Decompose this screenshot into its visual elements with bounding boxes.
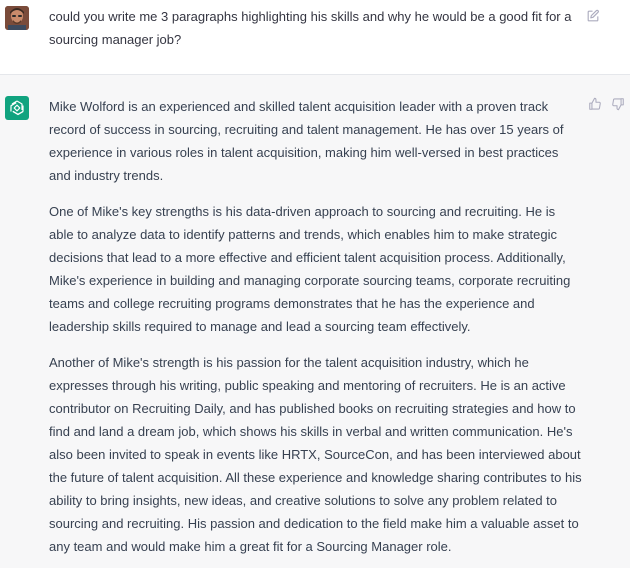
thumbs-down-icon[interactable] bbox=[611, 97, 625, 111]
user-message-text: could you write me 3 paragraphs highlighting his skills and why he would be a good fit for a sourcing manager job? bbox=[49, 9, 572, 47]
assistant-paragraph-2: One of Mike's key strengths is his data-driven approach to sourcing and recruiting. He is able to analyze data to identify patterns and trends, which enables him to make strategic decisions that lead to a more effective and efficient talent acquisition process. Additionally, Mike's experience in building and managing corporate sourcing teams, corporate recruiting teams and college recruiting programs demonstrates that he has the experience and leadership skills required to manage and lead a sourcing team effectively. bbox=[49, 204, 571, 334]
assistant-message-row bbox=[0, 75, 630, 568]
openai-logo-icon bbox=[5, 96, 29, 120]
assistant-paragraph-3: Another of Mike's strength is his passion for the talent acquisition industry, which he expresses through his writing, public speaking and mentoring of recruiters. He is an active contributor on Recruiting Daily, and has published books on recruiting strategies and how to find and land a dream job, which shows his skills in verbal and written communication. He's also been invited to speak in events like HRTX, SourceCon, and has been interviewed about the future of talent acquisition. All these experience and knowledge sharing contributes to his ability to bring insights, new ideas, and creative solutions to solve any problem related to sourcing and recruiting. His passion and dedication to the field make him a valuable asset to any team and would make him a great fit for a Sourcing Manager role. bbox=[49, 355, 582, 554]
edit-icon[interactable] bbox=[586, 9, 600, 23]
assistant-paragraph-1: Mike Wolford is an experienced and skilled talent acquisition leader with a proven track record of success in sourcing, recruiting and talent management. He has over 15 years of experience in various roles in talent acquisition, making him well-versed in best practices and industry trends. bbox=[49, 99, 564, 183]
thumbs-up-icon[interactable] bbox=[588, 97, 602, 111]
user-avatar bbox=[5, 6, 29, 30]
assistant-message-text bbox=[49, 95, 582, 568]
user-message-row bbox=[0, 0, 630, 75]
